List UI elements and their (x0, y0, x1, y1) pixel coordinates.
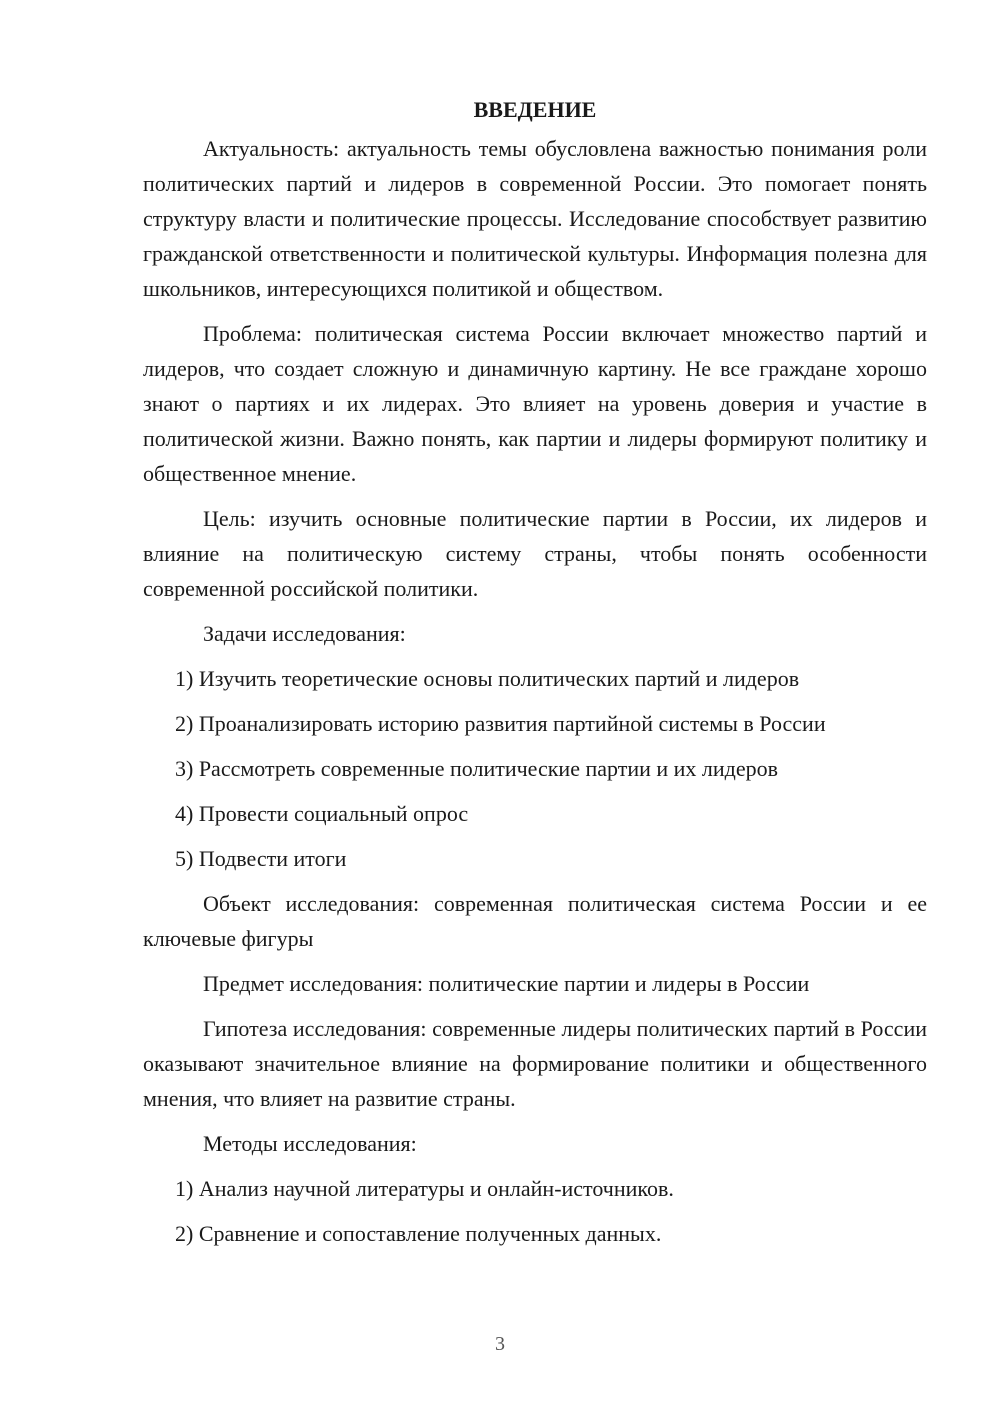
problem-paragraph: Проблема: политическая система России включает множество партий и лидеров, что создает сложную и динамичную картину. Не все граждане хорошо знают о партиях и их лидерах. Это влияет на уровень доверия и участие в политической жизни. Важно понять, как партии и лидеры формируют политику и общественное мнение. (143, 321, 927, 486)
methods-list (143, 1171, 927, 1251)
list-item: 3) Рассмотреть современные политические партии и их лидеров (175, 756, 779, 781)
section-title: ВВЕДЕНИЕ (473, 97, 597, 122)
methods-heading: Методы исследования: (203, 1131, 417, 1156)
list-item: 2) Проанализировать историю развития партийной системы в России (175, 711, 826, 736)
goal-paragraph: Цель: изучить основные политические партии в России, их лидеров и влияние на политическую систему страны, чтобы понять особенности современной российской политики. (143, 506, 927, 601)
hypothesis-paragraph: Гипотеза исследования: современные лидеры политических партий в России оказывают значительное влияние на формирование политики и общественного мнения, что влияет на развитие страны. (143, 1016, 927, 1111)
list-item: 5) Подвести итоги (175, 846, 347, 871)
subject-paragraph: Предмет исследования: политические партии и лидеры в России (203, 971, 810, 996)
tasks-list (143, 661, 927, 876)
tasks-heading: Задачи исследования: (203, 621, 406, 646)
relevance-paragraph: Актуальность: актуальность темы обусловлена важностью понимания роли политических партий и лидеров в современной России. Это помогает понять структуру власти и политические процессы. Исследование способствует развитию гражданской ответственности и политической культуры. Информация полезна для школьников, интересующихся политикой и обществом. (143, 136, 927, 301)
document-page (143, 92, 927, 1261)
page-number: 3 (495, 1333, 505, 1355)
list-item: 4) Провести социальный опрос (175, 801, 469, 826)
list-item: 1) Изучить теоретические основы политических партий и лидеров (175, 666, 800, 691)
list-item: 2) Сравнение и сопоставление полученных данных. (175, 1221, 662, 1246)
list-item: 1) Анализ научной литературы и онлайн-источников. (175, 1176, 674, 1201)
object-paragraph: Объект исследования: современная политическая система России и ее ключевые фигуры (143, 891, 927, 951)
